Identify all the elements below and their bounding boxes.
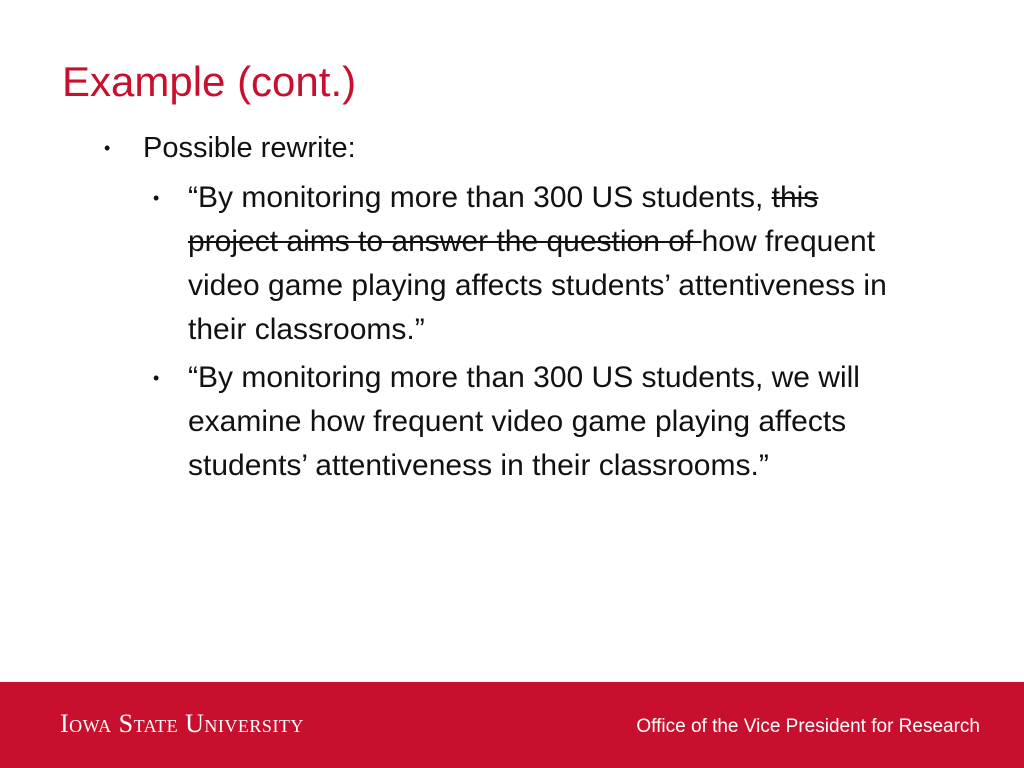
bullet-text-after: how frequent video game playing affects students’ attentiveness in their classrooms.” [188,225,887,346]
bullet-level2-final-rewrite [0,356,903,488]
bullet-level1 [0,128,1024,168]
bullet-level1-text: Possible rewrite: [143,132,356,164]
university-logo: Iowa State University [60,709,304,738]
bullet-icon: • [153,188,160,208]
bullet-level2-original-rewrite [0,176,903,352]
slide-title: Example (cont.) [62,58,357,105]
bullet-text-before: “By monitoring more than 300 US students, [188,181,772,214]
strikethrough-text: this project aims to answer the question of [188,181,819,258]
bullet-icon: • [104,138,111,158]
office-label: Office of the Vice President for Research [636,716,980,737]
bullet-level2-text: “By monitoring more than 300 US students, we will examine how frequent video game playing affects students’ attentiveness in their classrooms.” [188,361,860,482]
slide-content [0,128,1024,492]
footer-bar [0,682,1024,768]
bullet-icon: • [153,368,160,388]
